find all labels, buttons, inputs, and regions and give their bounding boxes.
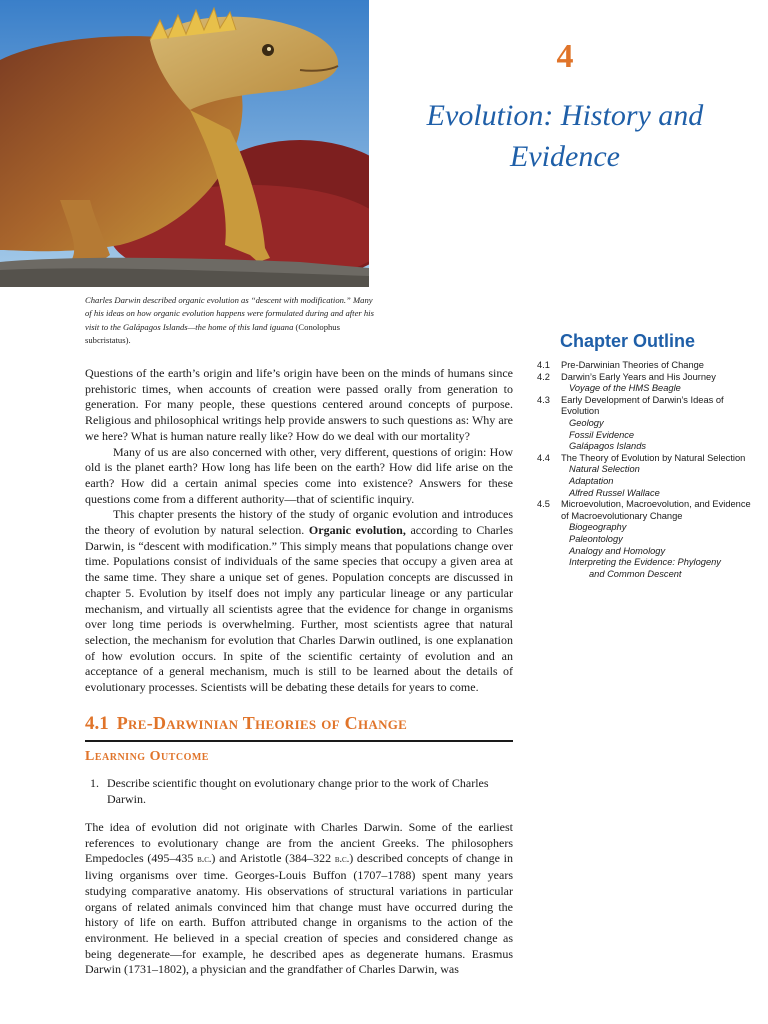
outline-subitem[interactable]: Voyage of the HMS Beagle [569, 383, 681, 394]
section-text-part: The idea of evolution did not originate with Charles Darwin. Some of the earliest references to evolutionary change are from the ancient Greeks. The philosophers Empedocles (495–435 [85, 820, 513, 866]
chapter-outline-title: Chapter Outline [560, 331, 696, 351]
outline-subitem[interactable]: Alfred Russel Wallace [569, 487, 660, 498]
section-text-part: ) and Aristotle (384–322 [211, 851, 335, 866]
outline-subitem[interactable]: Natural Selection [569, 464, 640, 475]
outline-item-label: Microevolution, Macroevolution, and Evidence of Macroevolutionary Change [561, 499, 751, 521]
era-abbreviation: b.c. [334, 854, 350, 866]
chapter-title-line-2: Evidence [510, 140, 620, 173]
outline-subitem[interactable]: Adaptation [569, 475, 614, 486]
section-title: Pre-Darwinian Theories of Change [116, 713, 408, 733]
learning-outcome-heading: Learning Outcome [85, 749, 209, 764]
outline-item-label: Darwin’s Early Years and His Journey [561, 371, 716, 382]
outline-subitem[interactable]: Galápagos Islands [569, 441, 647, 452]
outline-subitem[interactable]: Biogeography [569, 522, 627, 533]
chapter-outline [537, 360, 752, 580]
outline-item-4-1[interactable] [537, 360, 752, 372]
era-abbreviation: b.c. [197, 854, 212, 866]
section-heading [85, 713, 513, 735]
iguana-photo [0, 0, 369, 287]
outline-item-4-5[interactable] [537, 499, 752, 522]
learning-outcome-text: Describe scientific thought on evolutionary change prior to the work of Charles Darwin. [107, 776, 489, 806]
section-text-part: ) described concepts of change in living organisms over time. Georges-Louis Buffon (1707–1788) spent many years studying comparative anatomy. His observations of structural variations in particular organs of related animals convinced him that change must have occurred during the history of life on earth. Buffon attributed change in organisms to the action of the environment. He believed in a special creation of species and considered change as being degenerate—for example, he described apes as degenerate humans. Erasmus Darwin (1731–1802), a physician and the grandfather of Charles Darwin, was [85, 851, 513, 977]
outline-item-number: 4.2 [537, 371, 550, 382]
photo-caption [85, 294, 375, 348]
outline-subitem-continuation: and Common Descent [589, 568, 682, 579]
intro-paragraph-3-start: This chapter presents the history of the study of organic evolution and introduces the theory of evolution by natural selection. [85, 507, 513, 538]
outline-item-4-3[interactable] [537, 395, 752, 418]
intro-paragraph-3 [85, 507, 513, 695]
outline-item-label: Early Development of Darwin’s Ideas of Evolution [561, 394, 724, 417]
intro-paragraph-2: Many of us are also concerned with other, very different, questions of origin: How old is the planet earth? How long has life been on the earth? How did life arise on the earth? How did a certain animal species come into existence? Answers for these questions come from a different authority—that of scientific inquiry. [85, 444, 513, 506]
caption-text: Charles Darwin described organic evolution as “descent with modification.” Many of his ideas on how organic evolution happens were formulated during and after his visit to the Galápagos Islands—the home of this land iguana [85, 295, 374, 332]
chapter-title [400, 95, 730, 177]
key-term-organic-evolution: Organic evolution, [308, 523, 406, 538]
outline-item-4-4[interactable] [537, 453, 752, 465]
outline-subitem[interactable]: Analogy and Homology [569, 545, 666, 556]
outline-subitem[interactable]: Interpreting the Evidence: Phylogeny [569, 557, 721, 568]
outline-subitem[interactable]: Paleontology [569, 533, 623, 544]
outline-subitem[interactable]: Geology [569, 417, 604, 428]
section-divider [85, 740, 513, 742]
outline-item-number: 4.3 [537, 394, 550, 405]
outline-item-number: 4.4 [537, 452, 550, 463]
section-paragraph-1 [85, 820, 513, 978]
intro-paragraph-1: Questions of the earth’s origin and life’s origin have been on the minds of humans since prehistoric times, when accounts of creation were passed orally from generation to generation. For many people, these questions centered around concepts of purpose. Religious and philosophical writings help provide answers to such questions as: Why are we here? What is human nature really like? How do we deal with our mortality? [85, 366, 513, 443]
chapter-title-line-1: Evolution: History and [426, 99, 704, 132]
intro-text [85, 366, 513, 696]
intro-paragraph-3-rest: according to Charles Darwin, is “descent with modification.” This simply means that populations change over time. Populations consist of individuals of the same species that occupy a given area at the same time. They share a unique set of genes. Population concepts are discussed in chapter 5. Evolution by itself does not imply any particular lineage or any particular mechanism, and virtually all scientists agree that the evidence for change in organisms over long time periods is overwhelming. Further, most scientists agree that natural selection, the mechanism for evolution that Charles Darwin outlined, is one explanation of how evolution occurs. In spite of the scientific certainty of evolution and an acceptance of a general mechanism, much is still to be learned about the details of evolutionary processes. Scientists will be debating these details for years to come. [85, 523, 513, 695]
section-number: 4.1 [85, 713, 109, 734]
learning-outcome-number: 1. [90, 776, 99, 790]
outline-item-label: The Theory of Evolution by Natural Selection [561, 452, 746, 463]
outline-item-number: 4.5 [537, 499, 550, 510]
learning-outcome-item [90, 775, 507, 807]
caption-scientific-name: (Conolophus subcristatus). [85, 321, 340, 346]
chapter-number: 4 [556, 38, 574, 75]
outline-item-number: 4.1 [537, 360, 550, 370]
outline-item-label: Pre-Darwinian Theories of Change [561, 360, 704, 370]
outline-subitem[interactable]: Fossil Evidence [569, 429, 635, 440]
section-text [85, 820, 513, 978]
outline-item-4-2[interactable] [537, 372, 752, 384]
